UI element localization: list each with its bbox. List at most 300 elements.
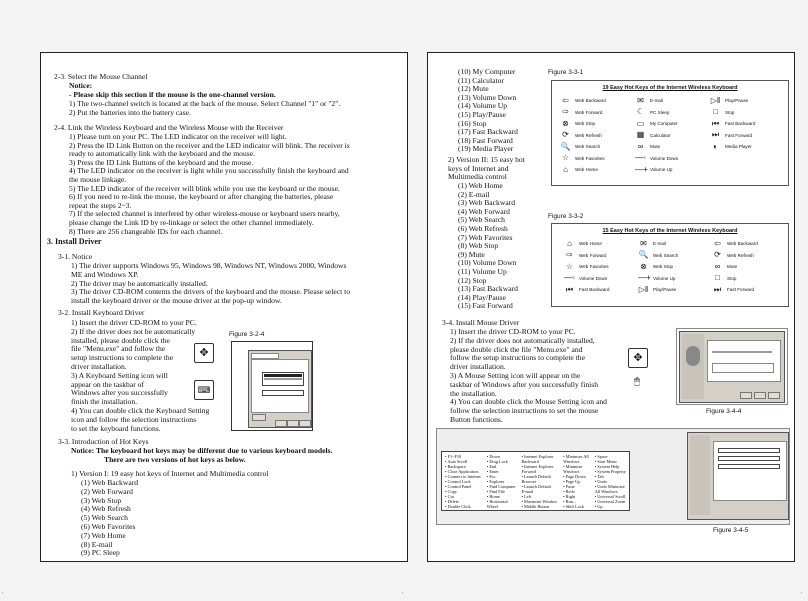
function-item: • Paste [563,484,575,489]
hotkey-list-item: (5) Web Search [458,215,505,225]
hotkey-list-item: (11) Calculator [458,75,504,85]
volume-up-icon: —+ [638,273,651,283]
step-line: Windows after you successfully [71,388,168,398]
function-item: • Cut [445,494,454,499]
figure-3-3-1-label: Figure 3-3-1 [548,69,584,76]
speed-slider[interactable] [712,363,774,373]
hotkey-cell [638,284,712,296]
function-item: • Delete [445,499,459,504]
hotkey-list-item: (1) Web Home [458,181,503,190]
hotkey-cell [564,261,638,273]
function-item: • Shift Lock [563,504,584,509]
figure-3-3-1 [551,80,789,186]
step-line: to set the keyboard functions. [71,423,161,433]
hotkey-label: Web Refresh [575,132,602,138]
function-item: • End [486,464,497,469]
hotkey-list-item: (8) E-mail [81,539,113,549]
function-item: • Page Down [563,474,586,479]
calculator-icon: ▦ [636,130,645,140]
web-favorites-icon: ☆ [565,261,574,271]
hotkey-cell [635,130,710,142]
section-2-3-title: 2-3. Select the Mouse Channel [54,72,148,81]
ok-button[interactable] [740,392,752,399]
hotkey-list-item: (13) Volume Down [458,92,517,102]
step-line: file "Menu.exe" and follow the [71,344,166,354]
dropdown[interactable] [262,390,304,396]
hotkey-label: Volume Up [650,167,673,173]
step-line: icon and follow the selection instructions [71,414,197,424]
function-column [442,452,484,510]
function-item: • Left [521,494,532,499]
hotkey-cell [710,153,785,165]
hotkey-cell [712,238,786,250]
function-item: • System Help [594,464,620,469]
left-page [40,52,408,562]
web-forward-icon: ⇨ [562,107,569,117]
mute-icon: ∞ [637,141,644,151]
fast-backward-icon: ⏮ [711,118,720,128]
web-stop-icon: ⊗ [640,261,647,271]
keyboard-setting-icon: ⌨ [194,380,214,400]
hotkey-list-item: (9) Mute [458,249,485,259]
pc-sleep-icon: ☾ [636,107,645,117]
play-pause-icon: ▷‖ [638,284,649,294]
function-item: • Start Menu [594,459,617,464]
hotkey-label: Web Favorites [579,264,609,270]
hotkey-cell [560,118,635,130]
function-item: • Up [594,504,603,509]
function-item: • Backspace [445,464,466,469]
web-home-icon: ⌂ [567,238,572,248]
hotkey-cell [635,95,710,107]
hotkey-list-item: (14) Volume Up [458,101,508,111]
step-line: taskbar of Windows after you successfully finish [450,379,599,389]
function-item: • Internet Explorer [521,454,554,459]
function-item: • Horizontal [486,499,508,504]
function-item: • Home [486,494,500,499]
figure-3-3-2-label: Figure 3-3-2 [548,213,584,220]
cancel-button[interactable] [287,420,299,427]
step-line: 4) You can double click the Mouse Setting icon and [450,397,607,407]
step-line: finish the installation. [71,397,138,407]
hotkey-label: Volume Up [653,275,676,281]
setup-icon: ✥ [628,348,648,368]
hotkey-label: Play/Pause [653,287,677,293]
function-item: • Undo Minimize [594,484,625,489]
hotkey-list-item: (12) Mute [458,84,489,94]
list-selected-row [264,374,302,377]
hotkey-cell [638,261,712,273]
mouse-button-window [687,432,789,520]
list-row [264,378,302,380]
function-item: • Control Panel [445,484,472,489]
step-line: 2) If the driver does not be automatically [71,326,196,336]
hotkey-label: Web Search [575,144,601,150]
step-line: 2) If the driver does not automatically installed, [450,335,595,345]
step-line: follow the setup instructions to complete the [450,353,585,363]
section-2-4-title: 2-4. Link the Wireless Keyboard and the Wireless Mouse with the Receiver [54,123,284,132]
crop-mark: ' [2,592,4,598]
figure-3-4-4 [676,328,788,405]
hotkey-label: Web Stop [653,264,674,270]
function-item: • Copy [445,489,457,494]
hotkey-label: E-mail [653,241,667,247]
web-backward-icon: ⇦ [714,238,721,248]
hotkey-cell [710,141,785,153]
hotkey-label: Web Forward [579,252,607,258]
e-mail-icon: ✉ [640,238,647,248]
volume-up-icon: —+ [635,164,648,174]
hotkey-label: Volume Down [650,155,679,161]
right-page [427,52,795,562]
hotkey-cell [635,141,710,153]
hotkey-label: Stop [727,275,737,281]
function-item: • Run... [563,499,577,504]
crop-mark: ' [801,0,803,3]
settings-panel [251,359,309,413]
hotkey-list-item: (17) Fast Backward [458,127,518,137]
section-3-2-title: 3-2. Install Keyboard Driver [58,308,145,317]
section-3-4-title: 3-4. Install Mouse Driver [442,318,520,327]
web-home-icon: ⌂ [563,164,568,174]
step-line: 8) There are 256 changeable IDs for each channel. [69,226,223,236]
hotkey-cell [712,284,786,296]
function-item: • Redo [563,489,575,494]
hotkey-list-item: (18) Fast Forward [458,135,513,145]
function-item: Windows [563,459,580,464]
hotkey-list-item: (15) Fast Forward [458,301,513,311]
media-player-icon: ◐ [713,141,718,151]
hotkey-label: Web Home [575,167,598,173]
section-3-title: 3. Install Driver [47,237,102,246]
hotkey-cell [710,130,785,142]
crop-mark: ' [801,592,803,598]
web-refresh-icon: ⟳ [714,250,721,260]
hotkey-list [262,372,304,386]
cancel-button[interactable] [754,392,766,399]
hotkey-notice-2: There are two versions of hot keys as below. [104,455,246,464]
function-item: Forward [521,469,537,474]
hotkey-list-item: (1) Web Backward [81,478,139,487]
hotkey-list-item: (11) Volume Up [458,267,507,276]
function-item: • System Property [594,469,626,474]
function-item: • Double Click [445,504,471,509]
function-item: • Drag Lock [486,459,508,464]
mouse-icon [686,346,700,366]
hotkey-cell [635,153,710,165]
step-line: 2) The driver may be automatically installed. [71,278,208,288]
step-line: install the keyboard driver or the mouse driver at the pop-up window. [71,296,282,306]
hotkey-list-item: (7) Web Favorites [458,232,513,242]
function-item: • Undo [594,479,607,484]
hotkey-label: Fast Backward [725,121,756,127]
hotkey-label: Play/Pause [725,98,749,104]
function-item: • Space [594,454,608,459]
hotkey-label: E-mail [650,98,664,104]
fast-backward-icon: ⏮ [565,284,574,294]
hotkey-cell [560,141,635,153]
step-line: the installation. [450,388,497,398]
hotkey-cell [638,250,712,262]
hotkey-cell [564,250,638,262]
hotkey-list-item: (15) Play/Pause [458,110,506,119]
hotkey-label: Media Player [725,144,752,150]
figure-3-3-1-title: 19 Easy Hot Keys of the Internet Wireless Keyboard [602,85,738,91]
ok-button[interactable] [275,420,287,427]
apply-button[interactable] [768,392,780,399]
hotkey-list-item: (5) Web Search [81,513,128,523]
hotkey-label: Web Backward [575,98,606,104]
hotkey-label: Web Stop [575,121,596,127]
hotkey-label: Web Search [653,252,679,258]
hotkey-label: Volume Down [579,275,608,281]
hotkey-list-item: (2) Web Forward [81,486,133,496]
hotkey-list-item: (2) E-mail [458,189,490,199]
crop-mark: ' [402,0,404,3]
button-function-list [441,451,630,511]
hotkey-label: Fast Forward [727,287,755,293]
step-line: 3) A Mouse Setting icon will appear on the [450,371,581,380]
function-item: • Find Computer [486,484,516,489]
hotkey-label: Web Forward [575,109,603,115]
setup-icon: ✥ [194,343,214,363]
function-column [484,452,519,510]
hotkey-notice: Notice: The keyboard hot keys may be different due to various keyboard models. [71,446,333,455]
hotkey-label: Fast Forward [725,132,753,138]
hotkey-cell [712,261,786,273]
restore-button[interactable] [252,414,266,421]
figure-3-2-4 [231,341,313,431]
hotkey-cell [712,273,786,285]
function-item: • Enter [486,469,499,474]
step-line: 1) Please turn on your PC. The LED indicator on the receiver will light. [69,132,287,141]
step-line: 6) If you need to re-link the mouse, the keyboard or after changing the batteries, please [69,192,334,202]
volume-down-icon: —◦ [564,273,575,283]
button-select[interactable] [718,456,780,461]
hotkey-label: Stop [725,109,735,115]
step-line: 1) Insert the driver CD-ROM to your PC. [71,318,197,327]
step-line: 3) Press the ID Link Buttons of the keyboard and the mouse. [69,157,254,167]
apply-button[interactable] [299,420,311,427]
step-line: driver installation. [71,362,127,371]
function-column [518,452,560,510]
hotkey-label: My Computer [650,121,678,127]
crop-mark: ' [2,0,4,3]
step-line: ready to automatically link with the keyboard and the mouse. [69,149,255,159]
hotkey-cell [638,273,712,285]
function-column [592,452,629,510]
step-line: please double click the file "Menu.exe" and [450,344,583,354]
function-item: • Page Up [563,479,581,484]
fast-forward-icon: ⏭ [711,130,720,140]
step-line: Button functions. [450,415,503,424]
play-pause-icon: ▷‖ [710,95,721,105]
hotkey-label: Mute [727,264,738,270]
hotkey-list-item: (14) Play/Pause [458,292,506,302]
step-line: 1) The two-channel switch is located at the back of the mouse. Select Channel "1" or "2". [69,99,341,108]
hotkey-cell [564,273,638,285]
hotkey-list-item: (6) Web Favorites [81,522,136,531]
step-line: installed, please double click the [71,335,170,345]
volume-down-icon: —◦ [635,153,646,163]
function-item: • Control Lock [445,479,471,484]
hotkey-label: Web Favorites [575,155,605,161]
hotkey-cell [560,107,635,119]
web-favorites-icon: ☆ [561,153,570,163]
figure-3-4-5-label: Figure 3-4-5 [713,527,749,534]
function-item: • Internet Explorer [521,464,554,469]
hotkey-list-item: (7) Web Home [81,530,126,540]
crop-mark: ' [402,592,404,598]
version-2-line: keys of Internet and [448,163,509,173]
figure-3-3-2 [551,223,789,307]
function-item: Browser [521,479,537,484]
hotkey-cell [635,164,710,176]
mouse-setting-icon: 🖱 [628,373,646,391]
hotkey-cell [635,107,710,119]
notice-label: Notice: [69,81,93,90]
hotkey-label: Web Home [579,241,602,247]
function-item: • Universal Zoom [594,499,626,504]
function-item: • Auto Scroll [445,459,468,464]
step-line: driver installation. [450,362,506,372]
function-column [560,452,592,510]
hotkey-cell [560,130,635,142]
function-item: • Launch Default [521,484,551,489]
skip-notice: - Please skip this section if the mouse is the one-channel version. [69,90,276,99]
function-item: Backward [521,459,539,464]
function-item: • Maximize Window [521,499,558,504]
hotkey-cell [710,95,785,107]
my-computer-icon: ▭ [636,118,645,128]
step-line: setup instructions to complete the [71,353,174,363]
function-item: E-mail [521,489,534,494]
hotkey-label: Mute [650,144,661,150]
function-item: All Windows [594,489,618,494]
figure-3-2-4-label: Figure 3-2-4 [229,331,265,338]
hotkey-list-item: (10) My Computer [458,67,516,76]
hotkey-grid-19 [560,95,785,176]
version-1-title: 1) Version I: 19 easy hot keys of Internet and Multimedia control [71,469,269,478]
function-item: • Universal Scroll [594,494,626,499]
hotkey-cell [560,153,635,165]
function-item: • Find File [486,489,505,494]
function-item: • Right [563,494,576,499]
hotkey-cell [712,250,786,262]
function-item: • Minimize All [563,454,589,459]
hotkey-list-item: (10) Volume Down [458,258,517,268]
web-stop-icon: ⊗ [562,118,569,128]
function-item: • Explorer [486,479,505,484]
hotkey-cell [710,118,785,130]
function-item: • Close Application [445,469,479,474]
hotkey-grid-15 [564,238,786,296]
hotkey-list-item: (9) PC Sleep [81,548,120,558]
step-line: follow the selection instructions to set the mouse [450,406,599,416]
step-line: ME and Windows XP. [71,269,139,279]
figure-3-4-4-label: Figure 3-4-4 [706,408,742,415]
step-line: 2) Put the batteries into the battery case. [69,108,191,117]
step-line: 5) The LED indicator of the receiver will blink while you use the keyboard or the mouse. [69,183,340,193]
hotkey-label: Fast Backward [579,287,610,293]
function-item: • Esc [486,474,496,479]
hotkey-label: Web Backward [727,241,758,247]
hotkey-cell [560,164,635,176]
function-item: Windows [563,469,580,474]
step-line: 4) You can double click the Keyboard Setting [71,406,210,415]
web-forward-icon: ⇨ [566,250,573,260]
step-line: 7) If the selected channel is interfered by other wireless-mouse or keyboard users nearby, [69,209,340,219]
web-refresh-icon: ⟳ [562,130,569,140]
hotkey-label: Calculator [650,132,671,138]
web-backward-icon: ⇦ [562,95,569,105]
hotkey-list-item: (3) Web Backward [458,198,516,208]
hotkey-list-item: (3) Web Stop [81,495,122,505]
function-item: • Middle Button [521,504,550,509]
hotkey-cell [564,238,638,250]
hotkey-list-item: (16) Stop [458,118,487,128]
button-assign-panel [713,441,787,501]
e-mail-icon: ✉ [637,95,644,105]
fast-forward-icon: ⏭ [713,284,722,294]
figure-3-4-5 [436,428,790,525]
version-2-line: 2) Version II: 15 easy hot [448,155,525,164]
function-item: • Launch Default [521,474,551,479]
mouse-image-panel [682,334,704,399]
step-line: 3) A Keyboard Setting icon will [71,370,168,380]
option-line [712,351,772,353]
web-search-icon: 🔍 [560,141,571,151]
step-line: repeat the steps 2~3. [69,200,132,210]
button-select[interactable] [718,464,780,469]
step-line: appear on the taskbar of [71,379,144,389]
step-line: the mouse linkage. [69,175,127,184]
hotkey-cell [710,164,785,176]
section-3-1-title: 3-1. Notice [58,252,93,261]
section-3-3-title: 3-3. Introduction of Hot Keys [58,437,149,446]
keyboard-settings-window [248,350,312,428]
step-line: 2) Press the ID Link Button on the receiver and the LED indicator will blink. The receiver is [69,140,350,150]
hotkey-cell [635,118,710,130]
function-item: • Minimize [563,464,583,469]
step-line: 1) Insert the driver CD-ROM to your PC. [450,327,576,336]
hotkey-cell [564,284,638,296]
options-panel [707,340,781,382]
hotkey-cell [560,95,635,107]
hotkey-list-item: (8) Web Stop [458,241,499,251]
hotkey-list-item: (4) Web Forward [458,206,510,216]
button-select[interactable] [718,448,780,453]
hotkey-label: Web Refresh [727,252,754,258]
step-line: 3) The driver CD-ROM contents the drivers of the keyboard and the mouse. Please select to [71,287,351,297]
stop-icon: □ [715,273,720,283]
hotkey-cell [638,238,712,250]
stop-icon: □ [713,107,718,117]
hotkey-list-item: (13) Fast Backward [458,284,518,294]
function-item: • Down [486,454,500,459]
function-item: Wheel [486,504,498,509]
function-item: • F1~F10 [445,454,462,459]
mute-icon: ∞ [714,261,721,271]
hotkey-label: PC Sleep [650,109,670,115]
figure-3-3-2-title: 15 Easy Hot Keys of the Internet Wireless Keyboard [602,228,738,234]
web-search-icon: 🔍 [638,250,649,260]
hotkey-cell [710,107,785,119]
mouse-settings-window [679,331,785,403]
function-item: • Tab [594,474,604,479]
mouse-image-panel [690,435,710,515]
hotkey-list-item: (12) Stop [458,275,487,285]
